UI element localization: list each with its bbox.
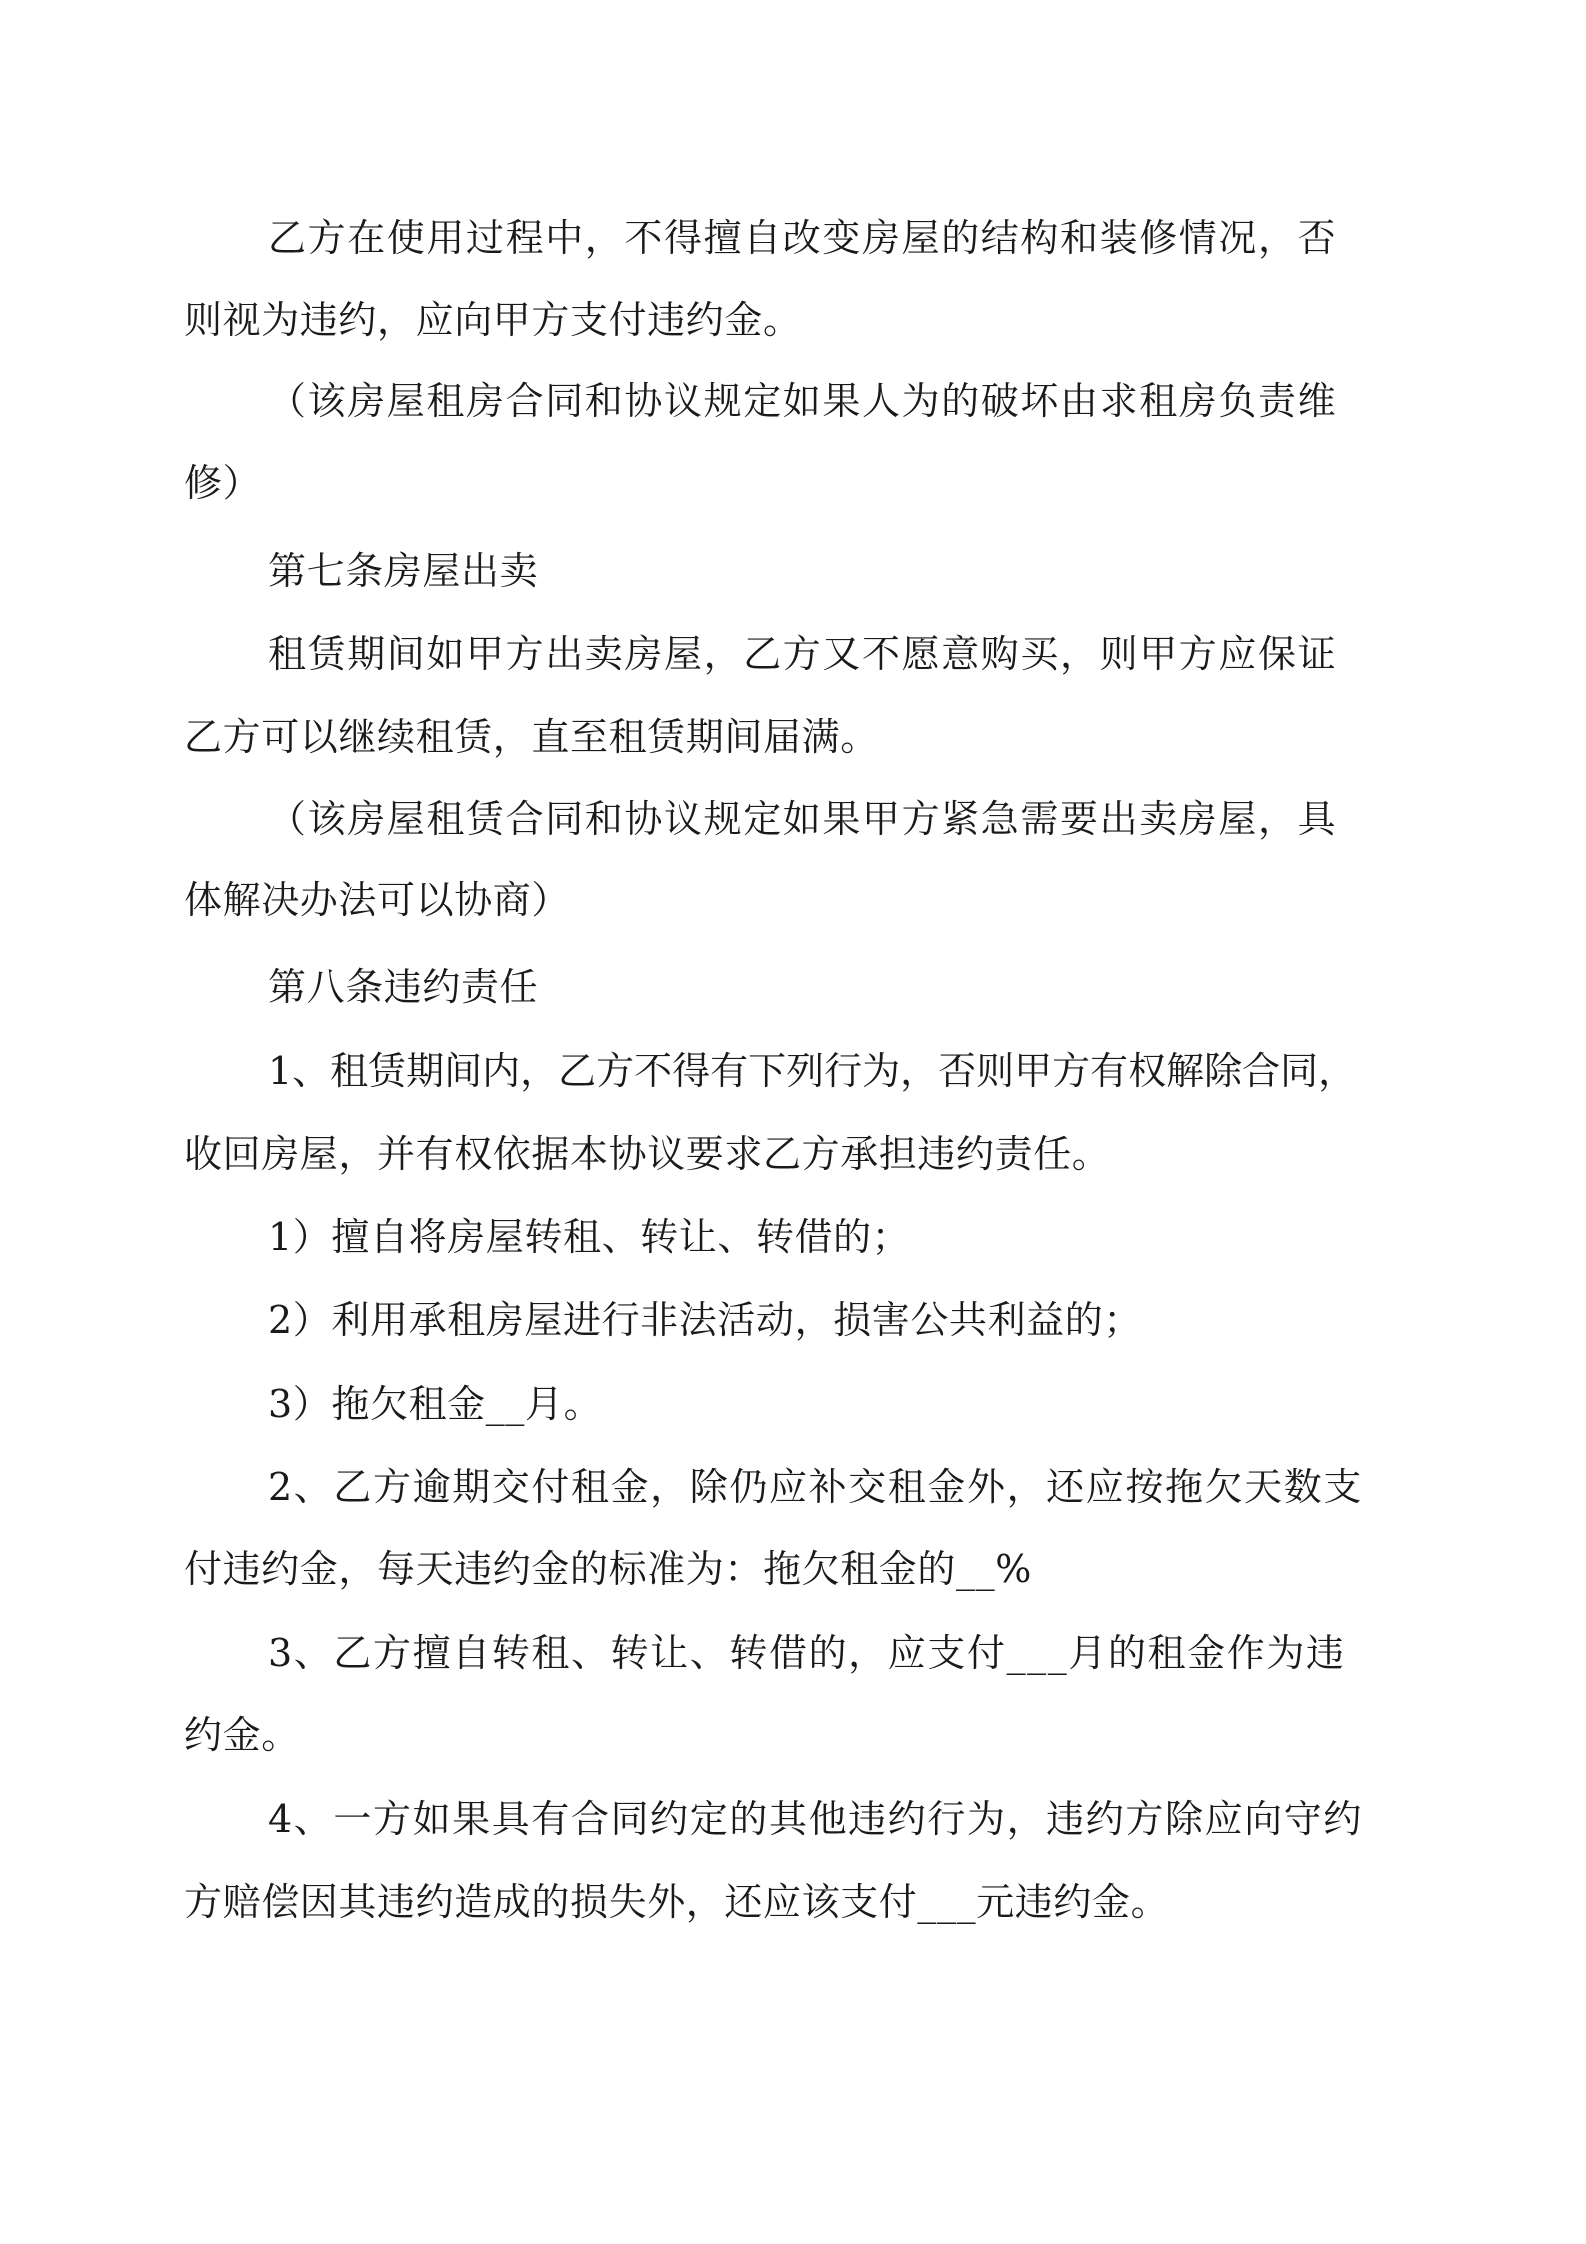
paragraph-line: 体解决办法可以协商） — [184, 878, 571, 922]
paragraph-line: 收回房屋，并有权依据本协议要求乙方承担违约责任。 — [184, 1132, 1111, 1176]
paragraph-line: 付违约金，每天违约金的标准为：拖欠租金的__% — [184, 1547, 1032, 1591]
list-item: 1）擅自将房屋转租、转让、转借的； — [268, 1215, 911, 1259]
paragraph-line: 约金。 — [184, 1713, 300, 1757]
paragraph-line: 修） — [184, 461, 262, 505]
paragraph-line: 方赔偿因其违约造成的损失外，还应该支付___元违约金。 — [184, 1880, 1170, 1924]
section-heading: 第七条房屋出卖 — [268, 549, 539, 593]
paragraph-line: （该房屋租房合同和协议规定如果人为的破坏由求租房负责维 — [268, 379, 1338, 423]
paragraph-line: 乙方在使用过程中，不得擅自改变房屋的结构和装修情况，否 — [268, 216, 1338, 260]
paragraph-line: 租赁期间如甲方出卖房屋，乙方又不愿意购买，则甲方应保证 — [268, 632, 1338, 676]
paragraph-line: 3、乙方擅自转租、转让、转借的，应支付___月的租金作为违 — [268, 1631, 1346, 1675]
paragraph-line: （该房屋租赁合同和协议规定如果甲方紧急需要出卖房屋，具 — [268, 797, 1338, 841]
paragraph-line: 2、乙方逾期交付租金，除仍应补交租金外，还应按拖欠天数支 — [268, 1465, 1363, 1509]
section-heading: 第八条违约责任 — [268, 965, 539, 1009]
paragraph-line: 则视为违约，应向甲方支付违约金。 — [184, 298, 802, 342]
list-item: 2）利用承租房屋进行非法活动，损害公共利益的； — [268, 1298, 1142, 1342]
paragraph-line: 乙方可以继续租赁，直至租赁期间届满。 — [184, 715, 879, 759]
list-item: 3）拖欠租金__月。 — [268, 1382, 603, 1426]
paragraph-line: 4、一方如果具有合同约定的其他违约行为，违约方除应向守约 — [268, 1797, 1363, 1841]
paragraph-line: 1、租赁期间内，乙方不得有下列行为，否则甲方有权解除合同， — [268, 1049, 1357, 1093]
